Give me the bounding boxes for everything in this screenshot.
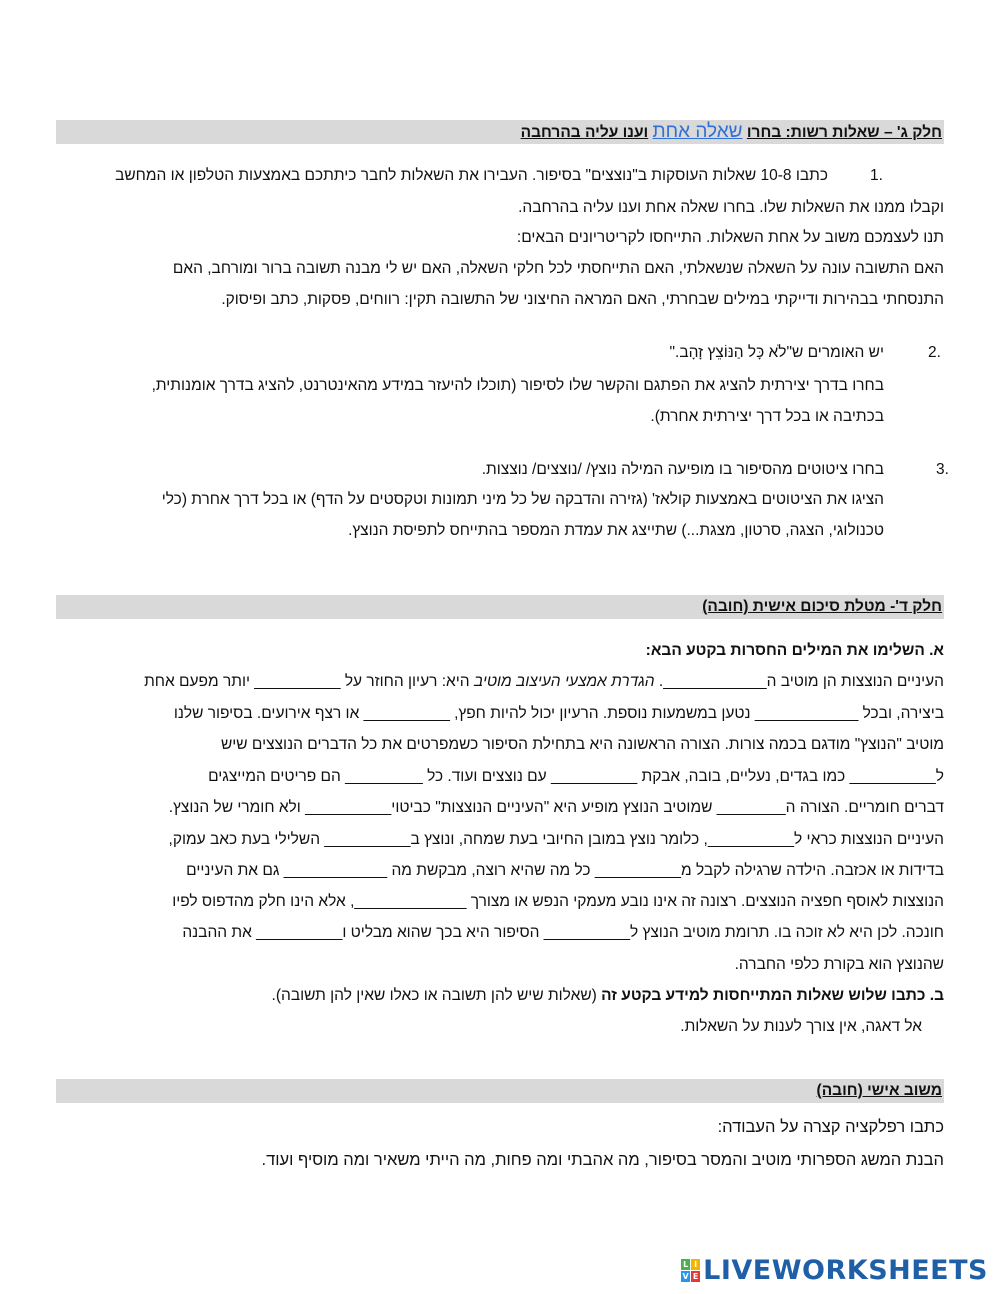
fill-in-line-1 bbox=[56, 671, 944, 693]
liveworksheets-logo-text: LIVEWORKSHEETS bbox=[703, 1254, 988, 1286]
fill-in-line: ביצירה, ובכל ____________ נטען במשמעות נוספת. הרעיון יכול להיות חפץ, __________ או רצף אירועים. בסיפור שלנו bbox=[173, 705, 944, 722]
logo-icon-letter: L bbox=[683, 1259, 689, 1269]
fill-in-segment: היא: רעיון החוזר על __________ יותר מפעם אחת bbox=[144, 673, 470, 690]
q1-line: תנו לעצמכם משוב על אחת השאלות. התייחסו לקריטריונים הבאים: bbox=[516, 229, 944, 246]
logo-icon-letter: V bbox=[682, 1271, 689, 1281]
q2-proverb: יש האומרים ש"לֹא כָּל הַנּוֹצֵץ זָהָב." bbox=[669, 344, 884, 361]
fill-in-line: העיניים הנוצצות כראי ל__________, כלומר נוצץ במובן החיובי בעת שמחה, ונוצץ ב__________ השלילי בעת כאב עמוק, bbox=[168, 831, 944, 848]
part-d-heading bbox=[56, 595, 944, 619]
fill-in-line: הנוצצות לאוסף חפציה הנוצצים. רצונה זה אינו נובע מעמקי הנפש או מצורך _____________, אלא הינו חלק מהדפוס לפיו bbox=[172, 893, 944, 910]
q1-line: התנסחתי בבהירות ודייקתי במילים שבחרתי, האם המראה החיצוני של התשובה תקין: רווחים, פסקות, כתב ופיסוק. bbox=[221, 291, 944, 308]
q3-line: טכנולוגי, הצגה, סרטון, מצגת...) שתייצג את עמדת המספר בהתייחס לתפיסת הנוצץ. bbox=[348, 522, 884, 539]
part-d-b-rest: (שאלות שיש להן תשובה או כאלו שאין להן תשובה). bbox=[271, 987, 597, 1004]
q3-line: הציגו את הציטוטים באמצעות קולאז' (גזירה והדבקה של כל מיני תמונות וטקסטים על הדף) או בכל דרך אחרת (כלי bbox=[161, 491, 884, 508]
q1-line: וקבלו ממנו את השאלות שלו. בחרו שאלה אחת וענו עליה בהרחבה. bbox=[518, 199, 944, 216]
fill-in-term-italic: הגדרת אמצעי העיצוב מוטיב bbox=[473, 673, 655, 690]
q3-number: 3. bbox=[936, 461, 949, 478]
fill-in-line: מוטיב "הנוצץ" מודגם בכמה צורות. הצורה הראשונה היא בתחילת הסיפור כשמפרטים את כל הדברים הנוצצים שיש bbox=[220, 736, 944, 753]
part-d-b-note: אל דאגה, אין צורך לענות על השאלות. bbox=[680, 1018, 922, 1035]
fill-in-segment: העיניים הנוצצות הן מוטיב ה____________. bbox=[658, 673, 944, 690]
fill-in-line: חונכה. לכן היא לא זוכה בו. תרומת מוטיב הנוצץ ל__________ הסיפור היא בכך שהוא מבליט ו__________ את ההבנה bbox=[182, 924, 944, 941]
part-d-a-title: א. השלימו את המילים החסרות בקטע הבא: bbox=[645, 642, 944, 659]
q1-line: כתבו 10-8 שאלות העוסקות ב"נוצצים" בסיפור. העבירו את השאלות לחבר כיתתכם באמצעות הטלפון או המחשב bbox=[115, 167, 828, 184]
part-c-heading-highlight: שאלה אחת bbox=[652, 121, 743, 142]
fill-in-line: בדידות או אכזבה. הילדה שרגילה לקבל מ__________ כל מה שהיא רוצה, מבקשת מה ____________ גם את העיניים bbox=[186, 862, 944, 879]
q2-number: 2. bbox=[928, 344, 941, 361]
logo-icon-letter: I bbox=[691, 1259, 700, 1270]
part-d-b-line bbox=[56, 985, 944, 1007]
fill-in-line: דברים חומריים. הצורה ה________ שמוטיב הנוצץ מופיע היא "העיניים הנוצצות" כביטוי__________ ולא חומרי של הנוצץ. bbox=[168, 799, 944, 816]
liveworksheets-logo bbox=[681, 1255, 988, 1285]
fill-in-line: שהנוצץ הוא בקורת כלפי החברה. bbox=[734, 956, 944, 973]
part-d-b-title: ב. כתבו שלוש שאלות המתייחסות למידע בקטע זה bbox=[601, 987, 944, 1004]
liveworksheets-logo-icon bbox=[681, 1259, 700, 1282]
part-c-heading-end: וענו עליה בהרחבה bbox=[520, 124, 649, 141]
part-c-heading-start: חלק ג' – שאלות רשות: בחרו bbox=[746, 124, 942, 141]
q2-line: בחרו בדרך יצירתית להציג את הפתגם והקשר שלו לסיפור (תוכלו להיעזר במידע מהאינטרנט, להציג בדרך אומנותית, bbox=[151, 377, 884, 394]
q2-line: בכתיבה או בכל דרך יצירתית אחרת). bbox=[650, 408, 884, 425]
feedback-line: הבנת המשג הספרותי מוטיב והמסר בסיפור, מה אהבתי ומה פחות, מה הייתי משאיר ומה מוסיף ועוד. bbox=[261, 1151, 944, 1169]
feedback-heading bbox=[56, 1079, 944, 1103]
part-c-heading bbox=[56, 120, 944, 144]
q3-line: בחרו ציטוטים מהסיפור בו מופיעה המילה נוצץ/ /נוצצים/ נוצצות. bbox=[481, 461, 884, 478]
q1-line: האם התשובה עונה על השאלה שנשאלתי, האם התייחסתי לכל חלקי השאלה, האם יש לי מבנה תשובה ברור ומורחב, האם bbox=[172, 260, 944, 277]
logo-icon-letter: E bbox=[692, 1271, 699, 1281]
feedback-heading-text: משוב אישי (חובה) bbox=[816, 1082, 942, 1099]
feedback-line: כתבו רפלקציה קצרה על העבודה: bbox=[717, 1118, 944, 1136]
part-d-heading-text: חלק ד'- מטלת סיכום אישית (חובה) bbox=[702, 598, 942, 615]
fill-in-line: ל__________ כמו בגדים, נעליים, בובה, אבקת __________ עם נוצצים ועוד. כל _________ הם פריטים המייצגים bbox=[208, 768, 944, 785]
q1-number: 1. bbox=[870, 167, 883, 184]
